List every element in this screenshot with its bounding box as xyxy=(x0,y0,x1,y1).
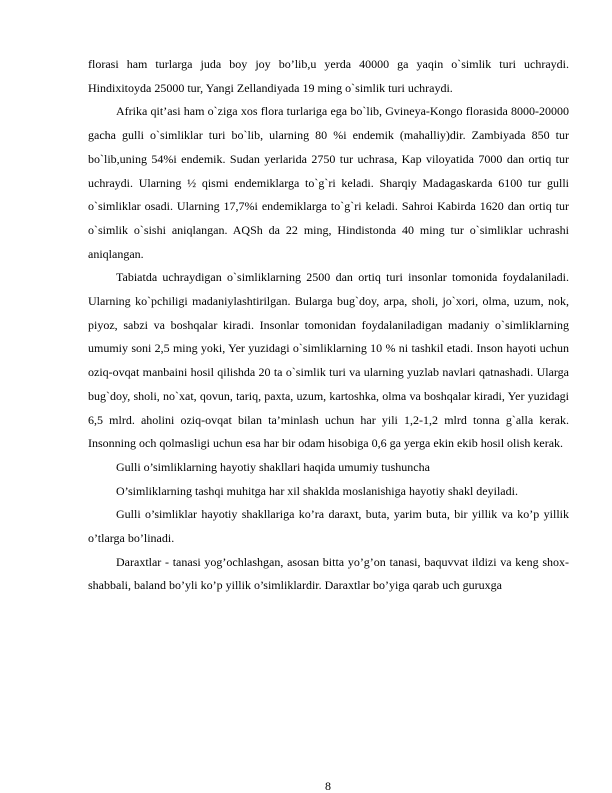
page-number: 8 xyxy=(325,779,331,793)
paragraph-africa-flora: Afrika qit’asi ham o`ziga xos flora turlariga ega bo`lib, Gvineya-Kongo florasida 8000-20000 gacha gulli o`simliklar turi bo`lib, ularning 80 %i endemik (mahalliy)dir. Zambiyada 850 tur bo`lib,uning 54%i endemik. Sudan yerlarida 2750 tur uchrasa, Kap viloyatida 7000 dan ortiq tur uchraydi. Ularning ½ qismi endemiklarga to`g`ri keladi. Sharqiy Madagaskarda 6100 tur gulli o`simliklar osadi. Ularning 17,7%i endemiklarga to`g`ri keladi. Sahroi Kabirda 1620 dan ortiq tur o`simlik o`sishi aniqlangan. AQSh da 22 ming, Hindistonda 40 ming tur o`simliklar uchrashi aniqlangan. xyxy=(88,104,569,261)
paragraph-cultivated-plants: Tabiatda uchraydigan o`simliklarning 2500 dan ortiq turi insonlar tomonida foydalaniladi. Ularning ko`pchiligi madaniylashtirilgan. Bularga bug`doy, arpa, sholi, jo`xori, olma, uzum, nok, piyoz, sabzi va boshqalar kiradi. Insonlar tomonidan foydalaniladigan madaniy o`simliklarning umumiy soni 2,5 ming yoki, Yer yuzidagi o`simliklarning 10 % ni tashkil etadi. Inson hayoti uchun oziq-ovqat manbaini hosil qilishda 20 ta o`simlik turi va ularning yuzlab navlari qatnashadi. Ularga bug`doy, sholi, no`xat, qovun, tariq, paxta, uzum, kartoshka, olma va boshqalar kiradi, Yer yuzidagi 6,5 mlrd. aholini oziq-ovqat bilan ta’minlash uchun har yili 1,2-1,2 mlrd tonna g`alla kerak. Insonning och qolmasligi uchun esa har bir odam hisobiga 0,6 ga yerga ekin ekib hosil olish kerak. xyxy=(88,270,569,451)
paragraph-continuation-flora: florasi ham turlarga juda boy joy bo’lib,u yerda 40000 ga yaqin o`simlik turi uchraydi. Hindixitoyda 25000 tur, Yangi Zellandiyada 19 ming o`simlik turi uchraydi. xyxy=(88,57,569,95)
page-body xyxy=(88,53,569,598)
section-heading-life-forms: Gulli o’simliklarning hayotiy shakllari haqida umumiy tushuncha xyxy=(116,459,430,474)
paragraph-life-form-types: Gulli o’simliklar hayotiy shakllariga ko’ra daraxt, buta, yarim buta, bir yillik va ko’p yillik o’tlarga bo’linadi. xyxy=(88,507,569,546)
paragraph-trees: Daraxtlar - tanasi yog’ochlashgan, asosan bitta yo’g’on tanasi, baquvvat ildizi va keng shox-shabbali, baland bo’yli ko’p yillik o’simliklardir. Daraxtlar bo’yiga qarab uch guruxga xyxy=(88,554,569,593)
paragraph-life-form-definition: O’simliklarning tashqi muhitga har xil shaklda moslanishiga hayotiy shakl deyiladi. xyxy=(116,483,518,498)
